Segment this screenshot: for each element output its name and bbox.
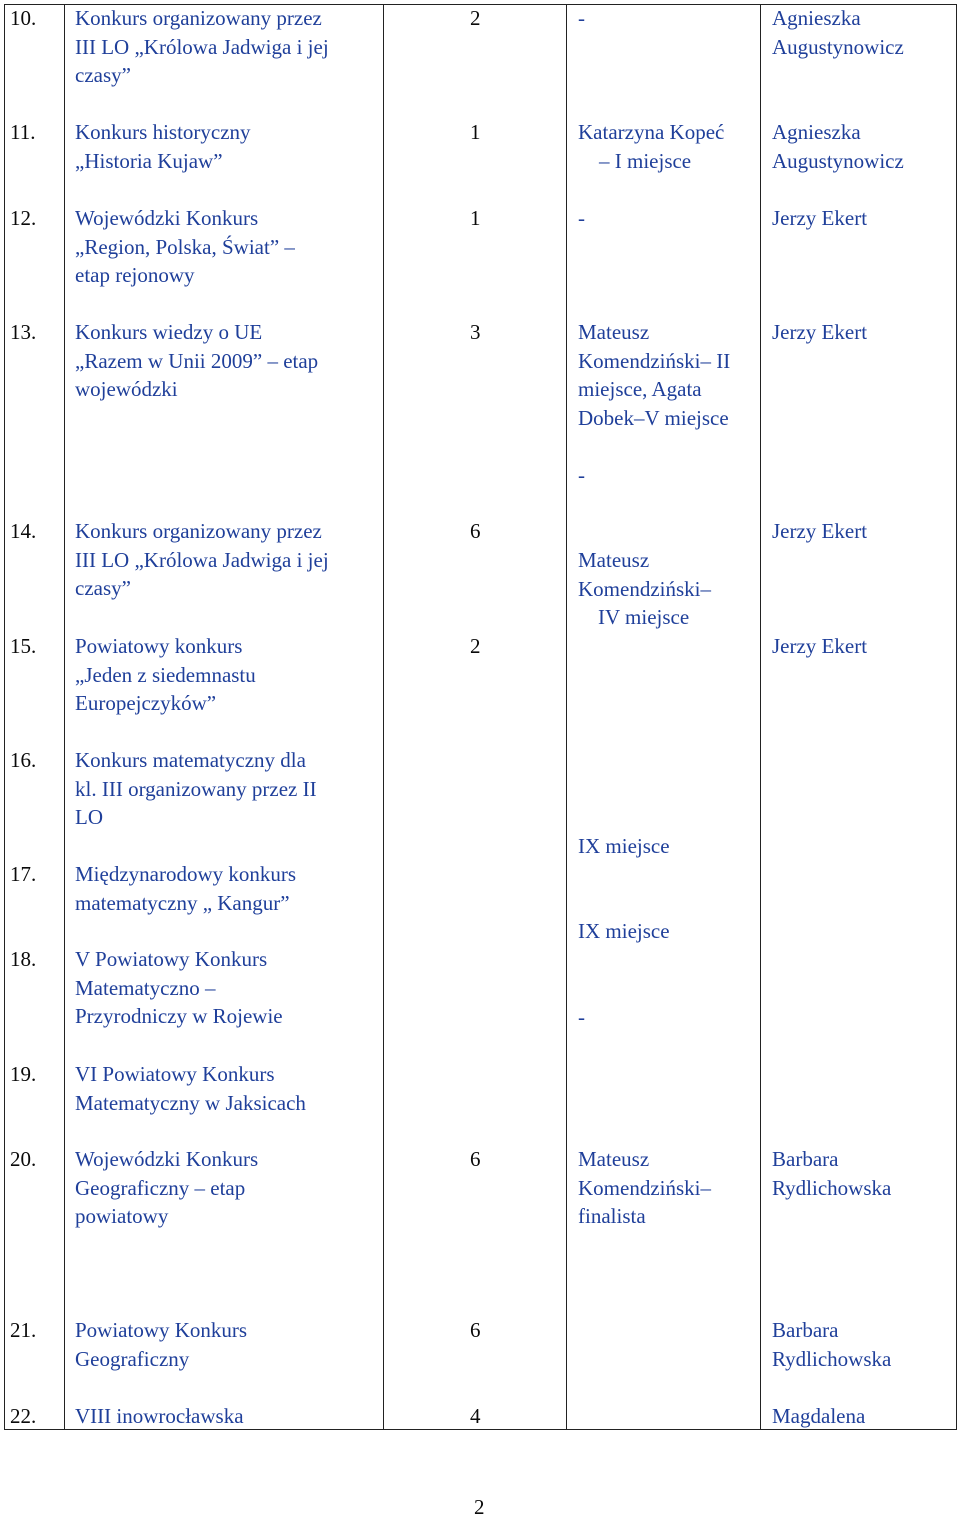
competition-name: Wojewódzki Konkurs <box>75 1147 259 1171</box>
row-number: 15. <box>10 634 37 658</box>
competition-name: Przyrodniczy w Rojewie <box>75 1004 283 1028</box>
competition-name: Geograficzny – etap <box>75 1175 246 1200</box>
result-text: - <box>578 206 585 230</box>
competition-name: Powiatowy konkurs <box>75 634 243 658</box>
competition-name: matematyczny „ Kangur” <box>75 890 290 915</box>
participant-count: 6 <box>470 1318 481 1342</box>
result-text: IV miejsce <box>598 605 690 629</box>
teacher-name: Magdalena <box>772 1404 866 1428</box>
result-text: IX miejsce <box>578 919 670 943</box>
teacher-name: Jerzy Ekert <box>772 320 868 344</box>
column-divider <box>760 4 761 1430</box>
competition-name: etap rejonowy <box>75 263 195 287</box>
competition-name: czasy” <box>75 576 131 600</box>
competition-name: Matematyczny w Jaksicach <box>75 1090 306 1115</box>
participant-count: 2 <box>470 634 481 658</box>
column-divider <box>64 4 65 1430</box>
competition-name: „Jeden z siedemnastu <box>75 662 256 687</box>
result-text: - <box>578 6 585 30</box>
competition-name: V Powiatowy Konkurs <box>75 947 268 971</box>
result-text: Dobek–V miejsce <box>578 405 729 430</box>
competition-name: Międzynarodowy konkurs <box>75 862 297 886</box>
teacher-name: Agnieszka <box>772 120 861 144</box>
result-text: Katarzyna Kopeć <box>578 120 725 144</box>
competition-name: kl. III organizowany przez II <box>75 776 317 801</box>
result-text: - <box>578 463 585 487</box>
participant-count: 1 <box>470 206 481 230</box>
result-text: Mateusz <box>578 548 650 572</box>
teacher-name: Jerzy Ekert <box>772 634 868 658</box>
competition-name: Konkurs matematyczny dla <box>75 748 306 772</box>
competition-name: Konkurs wiedzy o UE <box>75 320 263 344</box>
competition-name: III LO „Królowa Jadwiga i jej <box>75 34 329 59</box>
participant-count: 6 <box>470 519 481 543</box>
participant-count: 6 <box>470 1147 481 1171</box>
competition-name: Matematyczno – <box>75 975 216 1000</box>
competition-name: Konkurs organizowany przez <box>75 519 322 543</box>
result-text: - <box>578 1005 585 1029</box>
competition-name: VI Powiatowy Konkurs <box>75 1062 275 1086</box>
competition-name: wojewódzki <box>75 377 178 401</box>
column-divider <box>566 4 567 1430</box>
competition-name: czasy” <box>75 63 131 87</box>
row-number: 16. <box>10 748 37 772</box>
competition-name: LO <box>75 805 103 829</box>
participant-count: 4 <box>470 1404 481 1428</box>
teacher-name: Barbara <box>772 1147 839 1171</box>
page-number: 2 <box>474 1495 485 1519</box>
row-number: 14. <box>10 519 37 543</box>
result-text: – I miejsce <box>599 148 692 173</box>
competition-name: „Region, Polska, Świat” – <box>75 234 295 259</box>
row-number: 11. <box>10 120 36 144</box>
result-text: Mateusz <box>578 1147 650 1171</box>
competition-name: powiatowy <box>75 1204 169 1228</box>
competition-name: „Razem w Unii 2009” – etap <box>75 348 319 373</box>
row-number: 17. <box>10 862 37 886</box>
row-number: 18. <box>10 947 37 971</box>
row-number: 13. <box>10 320 37 344</box>
row-number: 20. <box>10 1147 37 1171</box>
teacher-name: Jerzy Ekert <box>772 206 868 230</box>
teacher-name: Augustynowicz <box>772 34 904 59</box>
participant-count: 3 <box>470 320 481 344</box>
result-text: miejsce, Agata <box>578 377 702 401</box>
teacher-name: Barbara <box>772 1318 839 1342</box>
participant-count: 2 <box>470 6 481 30</box>
result-text: IX miejsce <box>578 834 670 858</box>
participant-count: 1 <box>470 120 481 144</box>
competition-name: „Historia Kujaw” <box>75 148 223 173</box>
result-text: finalista <box>578 1204 646 1228</box>
result-text: Komendziński– <box>578 1175 711 1200</box>
result-text: Komendziński– II <box>578 348 731 373</box>
column-divider <box>383 4 384 1430</box>
competition-name: Wojewódzki Konkurs <box>75 206 259 230</box>
row-number: 12. <box>10 206 37 230</box>
teacher-name: Rydlichowska <box>772 1175 892 1200</box>
teacher-name: Rydlichowska <box>772 1346 892 1371</box>
row-number: 22. <box>10 1404 37 1428</box>
competition-name: Powiatowy Konkurs <box>75 1318 248 1342</box>
competition-name: Europejczyków” <box>75 691 217 715</box>
result-text: Mateusz <box>578 320 650 344</box>
row-number: 19. <box>10 1062 37 1086</box>
competition-name: III LO „Królowa Jadwiga i jej <box>75 547 329 572</box>
competition-name: VIII inowrocławska <box>75 1404 244 1428</box>
row-number: 21. <box>10 1318 37 1342</box>
teacher-name: Augustynowicz <box>772 148 904 173</box>
competition-name: Geograficzny <box>75 1346 190 1371</box>
teacher-name: Agnieszka <box>772 6 861 30</box>
teacher-name: Jerzy Ekert <box>772 519 868 543</box>
competition-name: Konkurs organizowany przez <box>75 6 322 30</box>
result-text: Komendziński– <box>578 576 711 601</box>
row-number: 10. <box>10 6 37 30</box>
competition-name: Konkurs historyczny <box>75 120 251 144</box>
